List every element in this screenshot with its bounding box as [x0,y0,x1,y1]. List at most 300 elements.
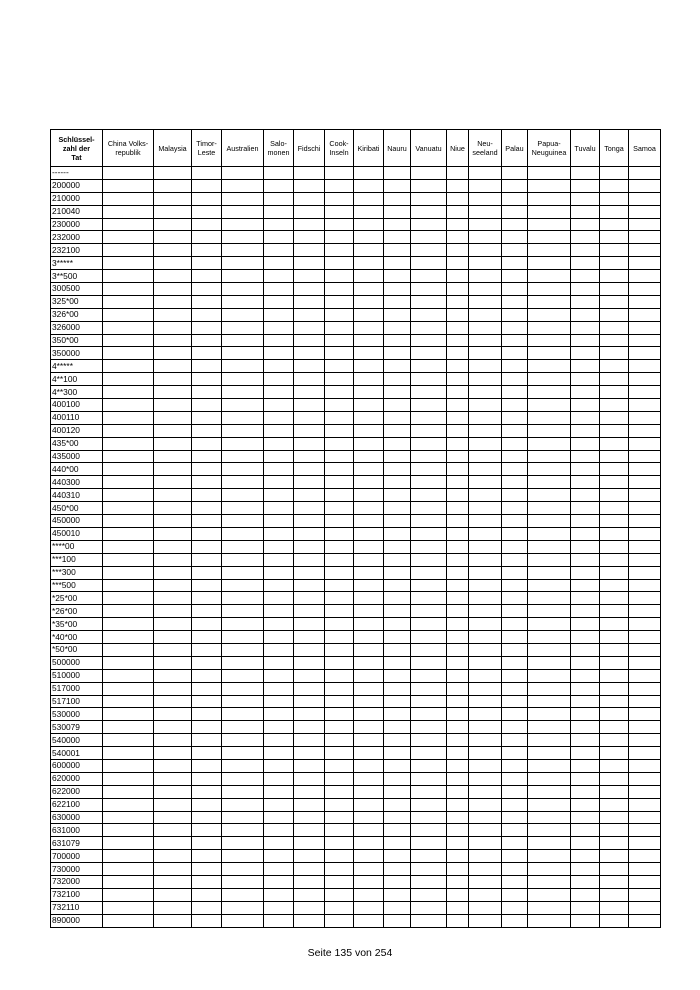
empty-cell [354,875,384,888]
empty-cell [571,863,600,876]
empty-cell [447,463,469,476]
empty-cell [264,463,294,476]
empty-cell [600,321,629,334]
empty-cell [447,721,469,734]
empty-cell [600,553,629,566]
empty-cell [192,411,222,424]
empty-cell [447,489,469,502]
empty-cell [411,566,447,579]
empty-cell [264,411,294,424]
empty-cell [384,888,411,901]
empty-cell [354,295,384,308]
empty-cell [600,205,629,218]
empty-cell [571,489,600,502]
empty-cell [154,321,192,334]
empty-cell [154,850,192,863]
empty-cell [502,566,528,579]
table-row [51,708,661,721]
empty-cell [192,527,222,540]
empty-cell [264,901,294,914]
empty-cell [629,682,661,695]
empty-cell [294,360,325,373]
empty-cell [154,399,192,412]
empty-cell [469,424,502,437]
empty-cell [600,747,629,760]
empty-cell [354,192,384,205]
empty-cell [264,437,294,450]
key-number-cell: 200000 [51,179,103,192]
empty-cell [571,824,600,837]
empty-cell [502,424,528,437]
empty-cell [384,656,411,669]
empty-cell [411,476,447,489]
empty-cell [502,489,528,502]
empty-cell [469,463,502,476]
empty-cell [571,708,600,721]
table-row [51,463,661,476]
empty-cell [600,566,629,579]
empty-cell [447,437,469,450]
empty-cell [600,386,629,399]
empty-cell [294,875,325,888]
empty-cell [264,579,294,592]
empty-cell [629,231,661,244]
key-number-cell: 400100 [51,399,103,412]
empty-cell [502,373,528,386]
empty-cell [629,553,661,566]
empty-cell [294,914,325,927]
empty-cell [528,721,571,734]
empty-cell [264,772,294,785]
empty-cell [469,334,502,347]
empty-cell [411,850,447,863]
empty-cell [447,347,469,360]
empty-cell [528,321,571,334]
empty-cell [325,167,354,180]
empty-cell [411,502,447,515]
key-number-cell: 210040 [51,205,103,218]
empty-cell [294,347,325,360]
empty-cell [192,798,222,811]
empty-cell [154,360,192,373]
empty-cell [294,399,325,412]
table-row [51,192,661,205]
empty-cell [103,489,154,502]
empty-cell [354,605,384,618]
empty-cell [264,450,294,463]
empty-cell [154,824,192,837]
empty-cell [192,502,222,515]
key-number-cell: 300500 [51,283,103,296]
empty-cell [528,360,571,373]
empty-cell [502,283,528,296]
empty-cell [447,811,469,824]
empty-cell [447,643,469,656]
empty-cell [154,540,192,553]
empty-cell [222,386,264,399]
empty-cell [354,811,384,824]
empty-cell [502,579,528,592]
empty-cell [264,527,294,540]
key-number-cell: 500000 [51,656,103,669]
empty-cell [600,167,629,180]
empty-cell [103,721,154,734]
empty-cell [192,257,222,270]
empty-cell [411,244,447,257]
empty-cell [600,811,629,824]
empty-cell [325,837,354,850]
empty-cell [571,759,600,772]
empty-cell [103,592,154,605]
empty-cell [103,360,154,373]
empty-cell [629,515,661,528]
empty-cell [103,656,154,669]
empty-cell [600,527,629,540]
empty-cell [294,747,325,760]
empty-cell [447,515,469,528]
empty-cell [192,231,222,244]
empty-cell [571,270,600,283]
empty-cell [264,205,294,218]
empty-cell [447,759,469,772]
empty-cell [600,515,629,528]
empty-cell [469,386,502,399]
empty-cell [192,334,222,347]
key-number-cell: 3**500 [51,270,103,283]
empty-cell [528,772,571,785]
empty-cell [294,863,325,876]
empty-cell [600,179,629,192]
empty-cell [411,875,447,888]
empty-cell [447,863,469,876]
empty-cell [469,270,502,283]
empty-cell [103,205,154,218]
empty-cell [103,850,154,863]
empty-cell [222,669,264,682]
empty-cell [192,399,222,412]
empty-cell [264,656,294,669]
empty-cell [222,450,264,463]
empty-cell [528,798,571,811]
table-row [51,167,661,180]
empty-cell [447,837,469,850]
empty-cell [154,837,192,850]
empty-cell [222,179,264,192]
empty-cell [192,270,222,283]
empty-cell [528,231,571,244]
empty-cell [294,308,325,321]
empty-cell [294,424,325,437]
empty-cell [629,785,661,798]
empty-cell [571,566,600,579]
empty-cell [264,592,294,605]
empty-cell [528,308,571,321]
empty-cell [222,682,264,695]
empty-cell [502,695,528,708]
empty-cell [294,798,325,811]
empty-cell [411,179,447,192]
empty-cell [629,347,661,360]
empty-cell [469,824,502,837]
empty-cell [629,695,661,708]
empty-cell [571,914,600,927]
empty-cell [469,695,502,708]
empty-cell [469,798,502,811]
empty-cell [528,618,571,631]
header-country: Tuvalu [571,130,600,167]
empty-cell [103,424,154,437]
table-row [51,218,661,231]
table-row [51,837,661,850]
empty-cell [447,875,469,888]
empty-cell [154,347,192,360]
empty-cell [103,295,154,308]
empty-cell [192,708,222,721]
empty-cell [502,863,528,876]
empty-cell [571,579,600,592]
empty-cell [528,373,571,386]
empty-cell [354,901,384,914]
empty-cell [629,875,661,888]
empty-cell [411,463,447,476]
key-number-cell: 622000 [51,785,103,798]
empty-cell [154,308,192,321]
empty-cell [600,824,629,837]
empty-cell [325,450,354,463]
empty-cell [447,901,469,914]
empty-cell [103,631,154,644]
key-number-cell: 600000 [51,759,103,772]
empty-cell [629,669,661,682]
empty-cell [571,283,600,296]
empty-cell [502,231,528,244]
empty-cell [469,734,502,747]
table-row [51,411,661,424]
empty-cell [629,218,661,231]
empty-cell [264,850,294,863]
empty-cell [103,785,154,798]
empty-cell [192,721,222,734]
empty-cell [384,347,411,360]
empty-cell [354,888,384,901]
empty-cell [264,837,294,850]
empty-cell [629,450,661,463]
key-number-cell: 232000 [51,231,103,244]
empty-cell [528,682,571,695]
table-row [51,901,661,914]
empty-cell [469,811,502,824]
empty-cell [294,631,325,644]
empty-cell [502,476,528,489]
empty-cell [103,618,154,631]
empty-cell [264,605,294,618]
empty-cell [103,167,154,180]
empty-cell [103,579,154,592]
empty-cell [629,373,661,386]
empty-cell [325,656,354,669]
empty-cell [354,656,384,669]
empty-cell [264,824,294,837]
empty-cell [600,850,629,863]
empty-cell [154,553,192,566]
empty-cell [325,295,354,308]
empty-cell [600,373,629,386]
empty-cell [629,167,661,180]
empty-cell [222,824,264,837]
empty-cell [571,850,600,863]
empty-cell [294,283,325,296]
table-row [51,295,661,308]
empty-cell [629,321,661,334]
empty-cell [103,386,154,399]
empty-cell [154,386,192,399]
empty-cell [192,618,222,631]
empty-cell [103,244,154,257]
empty-cell [384,463,411,476]
empty-cell [154,863,192,876]
empty-cell [528,863,571,876]
empty-cell [411,837,447,850]
empty-cell [103,476,154,489]
empty-cell [154,798,192,811]
empty-cell [571,295,600,308]
empty-cell [264,476,294,489]
empty-cell [571,308,600,321]
table-row [51,347,661,360]
empty-cell [354,592,384,605]
empty-cell [447,708,469,721]
empty-cell [192,850,222,863]
empty-cell [192,579,222,592]
empty-cell [411,592,447,605]
empty-cell [354,631,384,644]
empty-cell [528,605,571,618]
empty-cell [325,283,354,296]
empty-cell [294,850,325,863]
table-row [51,257,661,270]
empty-cell [447,450,469,463]
empty-cell [411,205,447,218]
empty-cell [629,399,661,412]
empty-cell [325,914,354,927]
empty-cell [528,244,571,257]
empty-cell [384,618,411,631]
empty-cell [384,837,411,850]
empty-cell [384,218,411,231]
empty-cell [103,811,154,824]
empty-cell [325,257,354,270]
header-country: Palau [502,130,528,167]
empty-cell [411,321,447,334]
empty-cell [571,901,600,914]
empty-cell [154,605,192,618]
empty-cell [600,837,629,850]
empty-cell [469,772,502,785]
empty-cell [571,888,600,901]
empty-cell [154,875,192,888]
empty-cell [103,734,154,747]
empty-cell [384,772,411,785]
empty-cell [192,669,222,682]
empty-cell [103,373,154,386]
empty-cell [294,772,325,785]
empty-cell [325,373,354,386]
empty-cell [192,283,222,296]
empty-cell [192,347,222,360]
empty-cell [354,360,384,373]
empty-cell [103,863,154,876]
page-number-footer: Seite 135 von 254 [307,947,393,959]
empty-cell [325,476,354,489]
empty-cell [294,759,325,772]
empty-cell [264,708,294,721]
empty-cell [354,489,384,502]
empty-cell [502,721,528,734]
empty-cell [600,798,629,811]
empty-cell [103,463,154,476]
empty-cell [571,257,600,270]
empty-cell [528,450,571,463]
table-row [51,914,661,927]
empty-cell [384,540,411,553]
empty-cell [154,734,192,747]
table-row [51,721,661,734]
empty-cell [294,785,325,798]
empty-cell [502,759,528,772]
table-row [51,643,661,656]
empty-cell [384,605,411,618]
empty-cell [354,850,384,863]
empty-cell [629,463,661,476]
key-number-cell: 440*00 [51,463,103,476]
empty-cell [294,218,325,231]
empty-cell [447,566,469,579]
empty-cell [103,643,154,656]
empty-cell [222,347,264,360]
empty-cell [222,527,264,540]
empty-cell [264,373,294,386]
empty-cell [411,540,447,553]
key-number-cell: *25*00 [51,592,103,605]
empty-cell [411,399,447,412]
empty-cell [629,566,661,579]
empty-cell [528,334,571,347]
empty-cell [222,798,264,811]
empty-cell [571,476,600,489]
empty-cell [447,888,469,901]
empty-cell [629,579,661,592]
empty-cell [264,515,294,528]
empty-cell [571,334,600,347]
empty-cell [222,360,264,373]
empty-cell [354,785,384,798]
empty-cell [192,463,222,476]
empty-cell [154,759,192,772]
empty-cell [600,308,629,321]
empty-cell [154,579,192,592]
empty-cell [325,437,354,450]
empty-cell [103,901,154,914]
empty-cell [222,205,264,218]
empty-cell [528,914,571,927]
empty-cell [294,244,325,257]
key-number-cell: 517100 [51,695,103,708]
empty-cell [222,270,264,283]
empty-cell [571,515,600,528]
empty-cell [528,708,571,721]
empty-cell [469,502,502,515]
table-row [51,179,661,192]
